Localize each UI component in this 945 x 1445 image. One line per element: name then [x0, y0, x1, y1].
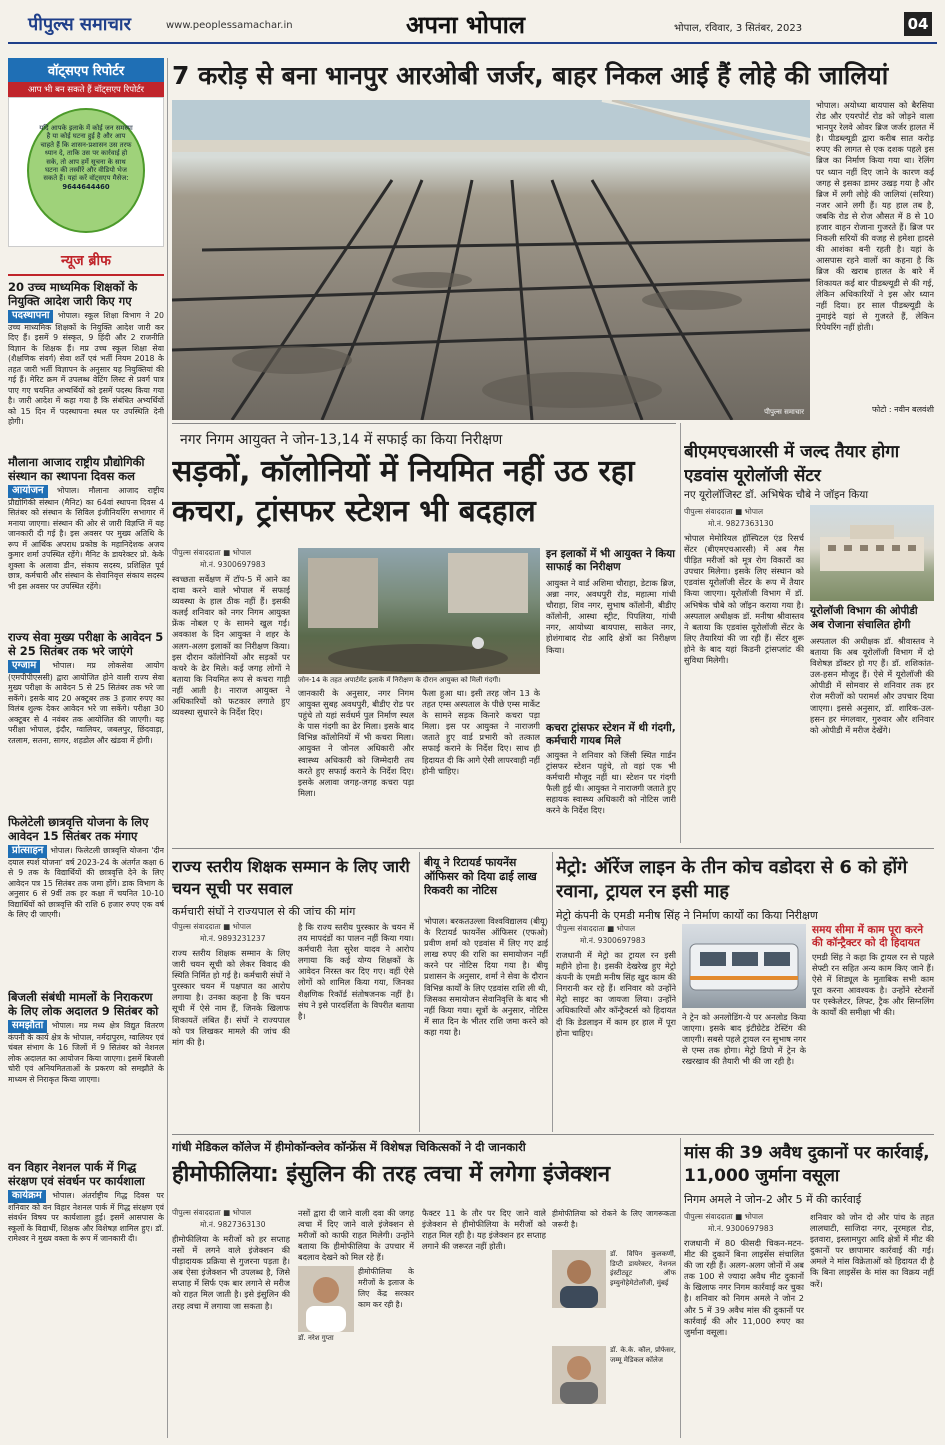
kachra-col3: फैला हुआ था। इसी तरह जोन 13 के तहत एम्स अस्पताल के पीछे एम्स मार्केट के सामने सड़क किनारे कचरा पड़ा मिला। इस पर आयुक्त ने नाराजगी जताते हुए वार्ड प्रभारी को तत्काल सफाई कराने के निर्देश दिए। साथ ही हिदायत दी कि आगे ऐसी लापरवाही नहीं होनी चाहिए। — [422, 688, 540, 776]
brief-text: आयोजन भोपाल। मौलाना आजाद राष्ट्रीय प्रौद्योगिकी संस्थान (मैनिट) का 64वां स्थापना दिवस 4 सितंबर को संस्थान के सिविल इंजीनियरिंग सभागार में मनाया जाएगा। संस्थान की ओर से जारी विज्ञप्ति में यह जानकारी दी गई है। इस अवसर पर मुख्य अतिथि के रूप में आर्थिक अपराध प्रकोष्ठ के महानिदेशक अजय कुमार शर्मा उपस्थित रहेंगे। मैनिट के डायरेक्टर प्रो. केके शुक्ला के अलावा डीन, संकाय सदस्य, प्रशिक्षित पूर्व छात्र, कर्मचारी और संस्थान के सेवानिवृत्त संकाय सदस्य भी इस अवसर पर उपस्थित रहेंगे। — [8, 485, 164, 591]
doctor-portrait-illustration — [552, 1346, 606, 1404]
kachra-caption: जोन-14 के तहत अपार्टमेंट इलाके में निरीक्षण के दौरान आयुक्त को मिली गंदगी। — [298, 676, 501, 684]
kachra-sub2: कचरा ट्रांसफर स्टेशन में थी गंदगी, कर्मचारी गायब मिले — [546, 722, 676, 747]
uro-byline: पीपुल्स संवाददाता ■ भोपाल — [684, 507, 764, 516]
brief-heading: बिजली संबंधी मामलों के निराकरण के लिए लोक अदालत 9 सितंबर को — [8, 990, 159, 1018]
kachra-col1: स्वच्छता सर्वेक्षण में टॉप-5 में आने का दावा करने वाले भोपाल में सफाई व्यवस्था के हाल ठीक नहीं हैं। इसकी कलई शनिवार को नगर निगम आयुक्त फ्रेंक नोबल ए के सामने खुल गई। अवकाश के दिन आयुक्त ने शहर के अलग-अलग इलाकों का निरीक्षण किया। इस दौरान कॉलोनियों और सड़कों पर कचरे के ढेर मिले। कई जगह लोगों ने बताया कि नियमित रूप से कचरा गाड़ी नहीं आती है। नाराज आयुक्त ने अधिकारियों को फटकार लगाते हुए व्यवस्था सुधारने के निर्देश दिए। — [172, 574, 290, 718]
kachra-byline: पीपुल्स संवाददाता ■ भोपाल — [172, 548, 252, 557]
shikshak-col2: है कि राज्य स्तरीय पुरस्कार के चयन में तय मापदंडों का पालन नहीं किया गया। कर्मचारी नेता सुरेश यादव ने आरोप लगाया कि कई योग्य शिक्षकों के आवेदन निरस्त कर दिए गए। वहीं ऐसे लोगों को शामिल किया गया, जिनका शैक्षणिक रिकॉर्ड संतोषजनक नहीं है। संघ ने इसे पारदर्शिता के विपरीत बताया है। — [298, 922, 414, 1021]
dateline: भोपाल, रविवार, 3 सितंबर, 2023 — [674, 23, 803, 34]
hemo-photo-2 — [552, 1250, 606, 1308]
hemo-photo-3-caption: डॉ. के.के. कौल, प्रोफेसर, जम्मू मेडिकल कॉलेज — [610, 1346, 676, 1364]
brief-tag: पदस्थापना — [8, 310, 53, 323]
news-brief-title: न्यूज ब्रीफ — [8, 247, 164, 276]
page-number: 04 — [904, 12, 932, 36]
brief-tag: एग्जाम — [8, 660, 40, 673]
brief-text: एग्जाम भोपाल। मप्र लोकसेवा आयोग (एमपीपीएससी) द्वारा आयोजित होने वाली राज्य सेवा मुख्य परीक्षा के आवेदन 5 से 25 सितंबर तक भरे जा सकेंगे। इसके बाद 20 अक्टूबर तक 3 हजार रुपए का विलंब शुल्क देकर आवेदन भरे जा सकेंगे। परीक्षा 30 अक्टूबर से 4 नवंबर तक आयोजित की जाएगी। यह परीक्षा भोपाल, इंदौर, ग्वालियर, जबलपुर, छिंदवाड़ा, रतलाम, सतना, सागर, शहडोल और खंडवा में होगी। — [8, 660, 164, 745]
brief-heading: राज्य सेवा मुख्य परीक्षा के आवेदन 5 से 25 सितंबर तक भरे जाएंगे — [8, 630, 164, 658]
brief-item — [8, 1160, 164, 1330]
brief-heading: 20 उच्च माध्यमिक शिक्षकों के नियुक्ति आदेश जारी किए गए — [8, 280, 138, 308]
hemo-photo-1-caption: डॉ. नरेश गुप्ता — [298, 1334, 334, 1342]
metro-box-title: समय सीमा में काम पूरा करने की कॉन्ट्रैक्टर को दी हिदायत — [812, 924, 924, 949]
kachra-headline: सड़कों, कॉलोनियों में नियमित नहीं उठ रहा कचरा, ट्रांसफर स्टेशन भी बदहाल — [172, 454, 635, 529]
shikshak-col1: राज्य स्तरीय शिक्षक सम्मान के लिए जारी चयन सूची को लेकर विवाद की स्थिति निर्मित हो गई है। कर्मचारी संघों ने पुरस्कार चयन में पक्षपात का आरोप लगाया है। उनका कहना है कि चयन सूची में ऐसे नाम हैं, जिनके खिलाफ शिकायतें लंबित हैं। संघों ने राज्यपाल को पत्र लिखकर मामले की जांच की मांग की है। — [172, 948, 290, 1047]
biu-headline: बीयू ने रिटायर्ड फायनेंस ऑफिसर को दिया ढाई लाख रिकवरी का नोटिस — [424, 856, 537, 897]
hemo-quote-2: हीमोफीलिया को रोकने के लिए जागरूकता जरूरी है। — [552, 1209, 676, 1230]
shikshak-mobile: मो.नं. 9893231237 — [200, 934, 266, 943]
wa-message — [27, 108, 145, 233]
brief-heading: मौलाना आजाद राष्ट्रीय प्रौद्योगिकी संस्थान का स्थापना दिवस कल — [8, 455, 145, 483]
hemo-byline: पीपुल्स संवाददाता ■ भोपाल — [172, 1208, 252, 1217]
brand-logo: पीपुल्स समाचार — [28, 14, 131, 35]
uro-sub: नए यूरोलॉजिस्ट डॉ. अभिषेक चौबे ने जॉइन किया — [684, 489, 869, 501]
biu-text: भोपाल। बरकतउल्ला विश्वविद्यालय (बीयू) के रिटायर्ड फायनेंस ऑफिसर (एफओ) प्रवीण शर्मा को एडवांस में लिए गए ढाई लाख रुपए की राशि का समायोजन नहीं करने पर नोटिस दिया गया है। बीयू प्रशासन के अनुसार, शर्मा ने सेवा के दौरान विभिन्न कार्यों के लिए एडवांस राशि ली थी, जिसका समायोजन सेवानिवृत्ति के बाद भी नहीं किया गया। सूत्रों के अनुसार, नोटिस में सात दिन के भीतर राशि जमा करने को कहा गया है। — [424, 916, 548, 1037]
uro-text1: भोपाल मेमोरियल हॉस्पिटल एंड रिसर्च सेंटर (बीएमएचआरसी) में अब गैस पीड़ित मरीजों को मूत्र रोग विकारों का उपचार मिलेगा। इसके लिए संस्थान को एडवांस यूरोलॉजी सेंटर के रूप में तैयार किया जाएगा। यूरोलॉजी विभाग में डॉ. अभिषेक चौबे को जॉइन कराया गया है। अस्पताल अधीक्षक डॉ. मनीषा श्रीवास्तव ने बताया कि एडवांस यूरोलॉजी सेंटर के लिए तैयारियां की जा रही हैं। सेंटर शुरू होने के बाद यहां किडनी ट्रांसप्लांट की सुविधा मिलेगी। — [684, 533, 804, 666]
lead-photo — [172, 100, 810, 420]
metro-train-illustration — [682, 924, 806, 1008]
brief-item — [8, 630, 164, 810]
hemo-col3: फैक्टर 11 के तौर पर दिए जाने वाले इंजेक्शन से हीमोफीलिया के मरीजों को राहत मिल रही है। यह इंजेक्शन हर सप्ताह लगाने की जरूरत नहीं होती। — [422, 1208, 546, 1252]
shikshak-byline: पीपुल्स संवाददाता ■ भोपाल — [172, 922, 252, 931]
brief-item — [8, 455, 164, 625]
hemo-col2: नसों द्वारा दी जाने वाली दवा की जगह त्वचा में दिए जाने वाले इंजेक्शन से मरीजों को काफी राहत मिलेगी। उन्होंने बताया कि हीमोफीलिया के उपचार में बदलाव देखने को मिल रहे हैं। — [298, 1208, 414, 1262]
shikshak-headline: राज्य स्तरीय शिक्षक सम्मान के लिए जारी चयन सूची पर सवाल — [172, 857, 410, 898]
sidebar — [8, 58, 164, 1438]
column-divider — [167, 58, 168, 1438]
metro-photo — [682, 924, 806, 1008]
hemo-kicker: गांधी मेडिकल कॉलेज में हीमोकॉन्क्लेव कॉन्फ्रेंस में विशेषज्ञ चिकित्सकों ने दी जानकारी — [172, 1140, 526, 1154]
brief-heading: वन विहार नेशनल पार्क में गिद्ध संरक्षण एवं संवर्धन पर कार्यशाला — [8, 1160, 145, 1188]
metro-headline: मेट्रो: ऑरेंज लाइन के तीन कोच वडोदरा से 6 को होंगे रवाना, ट्रायल रन इसी माह — [556, 857, 908, 902]
brief-text: कार्यक्रम भोपाल। अंतर्राष्ट्रीय गिद्ध दिवस पर शनिवार को वन विहार नेशनल पार्क में गिद्ध संरक्षण एवं संवर्धन विषय पर कार्यशाला हुई। इसमें आसपास के स्कूलों के विद्यार्थी, शिक्षक और विशेषज्ञ शामिल हुए। डॉ. रामेश्वर ने मुख्य वक्ता के रूप में जानकारी दी। — [8, 1190, 164, 1243]
kachra-mobile: मो.नं. 9300697983 — [200, 560, 266, 569]
wa-phone: 9644644460 — [62, 182, 110, 191]
kachra-col2: जानकारी के अनुसार, नगर निगम आयुक्त सुबह अवधपुरी, बीडीए रोड पर पहुंचे तो यहां सर्वधर्म पुल निर्माण स्थल के पास गंदगी का ढेर मिला। इसके बाद विभिन्न कॉलोनियों में भी कचरा मिला। आयुक्त ने जोनल अधिकारी और स्वास्थ्य अधिकारी को जिम्मेदारी तय करते हुए सफाई कराने के निर्देश दिए। इसके अलावा जगह-जगह कचरा पड़ा मिला। — [298, 688, 414, 798]
hemo-col1: हीमोफीलिया के मरीजों को हर सप्ताह नसों में लगने वाले इंजेक्शन की पीड़ादायक प्रक्रिया से गुजरना पड़ता है। अब ऐसा इंजेक्शन भी उपलब्ध है, जिसे सप्ताह में सिर्फ एक बार लगाने से मरीज को राहत मिल जाती है। इसे इंसुलिन की तरह त्वचा में लगाया जा सकता है। — [172, 1234, 290, 1311]
hemo-photo-1 — [298, 1266, 354, 1332]
metro-col2: ने ट्रेन को अनलोडिंग-ये पर अनलोड किया जाएगा। इसके बाद इंटीग्रेटेड टेस्टिंग की जाएगी। सबसे पहले ट्रायल रन सुभाष नगर से एम्स तक होगा। मेट्रो डिपो में ट्रेन के रखरखाव की तैयारी भी की जा रही है। — [682, 1012, 806, 1067]
brief-text: समझौता भोपाल। मप्र मध्य क्षेत्र विद्युत वितरण कंपनी के कार्य क्षेत्र के भोपाल, नर्मदापुरम, ग्वालियर एवं चंबल संभाग के 16 जिलों में 9 सितंबर को नेशनल लोक अदालत का आयोजन किया जाएगा। इसमें बिजली चोरी एवं अनियमितताओं के प्रकरण को समझौते के माध्यम से निराकृत किया जाएगा। — [8, 1020, 164, 1084]
hemo-quote-1: हीमोफीलिया के मरीजों के इलाज के लिए केंद्र सरकार काम कर रही है। — [358, 1267, 414, 1310]
uro-mobile: मो.नं. 9827363130 — [708, 519, 774, 528]
hemo-photo-2-caption: डॉ. विपिन कुलकर्णी, डिप्टी डायरेक्टर, नेशनल इंस्टीट्यूट ऑफ इम्युनोहेमेटोलॉजी, मुंबई — [610, 1250, 676, 1287]
brief-item — [8, 990, 164, 1155]
kachra-photo — [298, 548, 540, 674]
brief-tag: कार्यक्रम — [8, 1190, 46, 1203]
doctor-portrait-illustration — [298, 1266, 354, 1332]
brief-tag: प्रोत्साहन — [8, 845, 47, 858]
uro-headline: बीएमएचआरसी में जल्द तैयार होगा एडवांस यूरोलॉजी सेंटर — [684, 442, 900, 486]
brief-text: पदस्थापना भोपाल। स्कूल शिक्षा विभाग ने 20 उच्च माध्यमिक शिक्षकों के नियुक्ति आदेश जारी कर दिए हैं। इसमें 9 संस्कृत, 9 हिंदी और 2 राजनीति विज्ञान के शिक्षक हैं। मप्र उच्च स्कूल शिक्षा सेवा (शैक्षणिक संवर्ग) सेवा शर्तें एवं भर्ती नियम 2018 के तहत जारी भर्ती विज्ञापन के अनुसार यह नियुक्तियां की गई हैं। मेरिट क्रम में उपलब्ध वेटिंग लिस्ट से प्रवर्ग पात्र पाए गए चयनित अभ्यर्थियों को इसमें पदस्थ किया गया है। जारी आदेश में कहा गया है कि संबंधित अभ्यर्थियों को 15 दिन में पदस्थापना स्थल पर उपस्थिति देनी होगी। — [8, 310, 164, 426]
uro-box: यूरोलॉजी विभाग की ओपीडी अब रोजाना संचालित होगी — [810, 605, 918, 631]
kachra-kicker: नगर निगम आयुक्त ने जोन-13,14 में सफाई का किया निरीक्षण — [180, 432, 503, 448]
brief-item — [8, 815, 164, 985]
brief-item — [8, 280, 164, 450]
hemo-mobile: मो.नं. 9827363130 — [200, 1220, 266, 1229]
section-title: अपना भोपाल — [406, 11, 526, 39]
meat-mobile: मो.नं. 9300697983 — [708, 1224, 774, 1233]
hemo-headline: हीमोफीलिया: इंसुलिन की तरह त्वचा में लगेगा इंजेक्शन — [172, 1162, 611, 1187]
doctor-portrait-illustration — [552, 1250, 606, 1308]
wa-bubble — [8, 97, 164, 247]
lead-credit: फोटो : नवीन बलवंशी — [871, 405, 934, 414]
hemo-photo-3 — [552, 1346, 606, 1404]
meat-col2: शनिवार को जोन दो और पांच के तहत लालघाटी, साजिदा नगर, नूरमहल रोड, इतवारा, इस्लामपुरा आदि क्षेत्रों में मीट की दुकानों पर छापामार कार्रवाई की गई। अमले ने मांस विक्रेताओं को हिदायत दी है कि बिना लाइसेंस के मांस का विक्रय नहीं करें। — [810, 1212, 934, 1289]
brief-tag: आयोजन — [8, 485, 48, 498]
metro-sub: मेट्रो कंपनी के एमडी मनीष सिंह ने निर्माण कार्यों का किया निरीक्षण — [556, 909, 818, 922]
brief-list — [8, 276, 164, 1330]
masthead — [8, 6, 937, 44]
brief-tag: समझौता — [8, 1020, 47, 1033]
kachra-col4a: आयुक्त ने वार्ड अशिमा चौराहा, डेटाक ब्रिज, अन्ना नगर, अवधपुरी रोड, महात्मा गांधी चौराहा, शिव नगर, सुभाष कॉलोनी, बीडीए कॉलोनी, आस्था स्ट्रीट, पिपलिया, गांधी नगर, आयोध्या बायपास, साकेत नगर, होशंगाबाद रोड आदि क्षेत्रों का निरीक्षण किया। — [546, 578, 676, 655]
uro-text2: अस्पताल की अधीक्षक डॉ. श्रीवास्तव ने बताया कि अब यूरोलॉजी विभाग में दो विशेषज्ञ डॉक्टर हो गए हैं। डॉ. शशिकांत-उल-हसन मौजूद हैं। ऐसे में यूरोलॉजी की ओपीडी में सोमवार से शनिवार तक हर रोज मरीजों को परामर्श और उपचार दिया जाएगा। इससे अनुसार, डॉ. शारिक-उल-हसन हर मंगलवार, गुरुवार और शनिवार को ओपीडी में मरीज देखेंगे। — [810, 636, 934, 735]
wa-body: यदि आपके इलाके में कोई जन समस्या है या कोई घटना हुई है और आप चाहते हैं कि शासन-प्रशासन उस तरफ ध्यान दे, ताकि उस पर कार्रवाई हो सके, तो आप हमें सूचना के साथ घटना की तस्वीरें और वीडियो भेज सकते हैं। यहां करें वॉट्सएप मैसेज: — [39, 124, 133, 183]
wa-subtitle: आप भी बन सकते हैं वॉट्सएप रिपोर्टर — [8, 82, 164, 97]
meat-sub: निगम अमले ने जोन-2 और 5 में की कार्रवाई — [684, 1193, 862, 1206]
metro-byline: पीपुल्स संवाददाता ■ भोपाल — [556, 924, 636, 933]
kachra-col4b: आयुक्त ने शनिवार को जिंसी स्थित गार्डन ट्रांसफर स्टेशन पहुंचे, तो वहां एक भी कर्मचारी मौजूद नहीं था। स्टेशन पर गंदगी फैली हुई थी। आयुक्त ने नाराजगी जताते हुए सहायक स्वास्थ्य अधिकारी को नोटिस जारी करने के निर्देश दिए। — [546, 750, 676, 816]
garbage-site-illustration — [298, 548, 540, 674]
photo-credit-label: पीपुल्स समाचार — [764, 408, 804, 416]
brief-heading: फिलेटेली छात्रवृत्ति योजना के लिए आवेदन 15 सितंबर तक मंगाए — [8, 815, 149, 843]
lead-text: भोपाल। अयोध्या बायपास को बैरसिया रोड और एयरपोर्ट रोड को जोड़ने वाला भानपुर रेलवे ओवर ब्रिज जर्जर हालत में है। पीडब्ल्यूडी द्वारा करीब सात करोड़ रुपए की लागत से एक दशक पहले इस ब्रिज का निर्माण किया गया था। रेलिंग पर ध्यान नहीं दिए जाने के कारण कई जगह से इसका डामर उखड़ गया है और ब्रिज में लगी लोहे की जालियां (सरिया) नजर आने लगी हैं। यह हाल तब है, जबकि रोड से रोज औसत में 8 से 10 हजार वाहन रोजाना गुजरते हैं। ब्रिज पर निकली सरियों की वजह से हमेशा हादसे की आशंका बनी रहती है। यहां के आसपास रहने वालों का कहना है कि ब्रिज की खराब हालत के बारे में शिकायत कई बार पीडब्ल्यूडी से की गई, लेकिन अधिकारियों ने इस ओर ध्यान नहीं दिया। हर साल पीडब्ल्यूडी के नुमाइंदे यहां से गुजरते हैं, लेकिन रिपेयरिंग नहीं होती। — [816, 100, 934, 332]
hospital-building-illustration — [810, 505, 934, 601]
metro-col3: एमडी सिंह ने कहा कि ट्रायल रन से पहले सेफ्टी रन सहित अन्य काम किए जाने हैं। ऐसे में शिड्यूल के मुताबिक सभी काम पूरा करना आवश्यक है। उन्होंने स्टेशनों पर एस्केलेटर, लिफ्ट, ट्रैक और सिग्नलिंग के कार्यों की समीक्षा भी की। — [812, 952, 934, 1018]
metro-col1: राजधानी में मेट्रो का ट्रायल रन इसी महीने होना है। इसकी देखरेख हुए मेट्रो कंपनी के एमडी मनीष सिंह खुद काम की निगरानी कर रहे हैं। शनिवार को उन्होंने मेट्रो साइट का जायजा लिया। उन्होंने अधिकारियों और कॉन्ट्रैक्टर्स को हिदायत दी कि डेडलाइन में काम हर हाल में पूरा होना चाहिए। — [556, 950, 676, 1038]
metro-mobile: मो.नं. 9300697983 — [580, 936, 646, 945]
bridge-rebar-illustration — [172, 100, 810, 420]
meat-headline: मांस की 39 अवैध दुकानों पर कार्रवाई, 11,000 जुर्माना वसूला — [684, 1143, 930, 1186]
uro-photo — [810, 505, 934, 601]
site-url: www.peoplessamachar.in — [166, 20, 293, 31]
meat-byline: पीपुल्स संवाददाता ■ भोपाल — [684, 1212, 764, 1221]
shikshak-sub: कर्मचारी संघों ने राज्यपाल से की जांच की मांग — [172, 905, 356, 918]
kachra-sub1: इन इलाकों में भी आयुक्त ने किया साफाई का निरीक्षण — [546, 548, 675, 573]
lead-headline: 7 करोड़ से बना भानपुर आरओबी जर्जर, बाहर निकल आई हैं लोहे की जालियां — [172, 61, 889, 90]
brief-text: प्रोत्साहन भोपाल। फिलेटली छात्रवृत्ति योजना 'दीन दयाल स्पर्श योजना' वर्ष 2023-24 के अंतर्गत कक्षा 6 से 9 तक के विद्यार्थियों की छात्रवृत्ति देने के लिए आवेदन पत्र 15 सितंबर तक जमा होंगे। डाक विभाग के अनुसार 6 से 9वीं तक हर कक्षा में चयनित 10-10 विद्यार्थियों को छात्रवृत्ति की राशि 6 हजार रुपए एक वर्ष के लिए दी जाएगी। — [8, 845, 164, 919]
wa-title: वॉट्सएप रिपोर्टर — [8, 58, 164, 82]
meat-col1: राजधानी में 80 फीसदी चिकन-मटन-मीट की दुकानें बिना लाइसेंस संचालित की जा रही हैं। अलग-अलग जोनों में अब तक 100 से ज्यादा अवैध मीट दुकानों के खिलाफ नगर निगम कार्रवाई कर चुका है। शनिवार को निगम अमले ने जोन 2 और 5 में 39 अवैध मांस की दुकानों पर कार्रवाई की और 11,000 रुपए का जुर्माना वसूला। — [684, 1238, 804, 1337]
